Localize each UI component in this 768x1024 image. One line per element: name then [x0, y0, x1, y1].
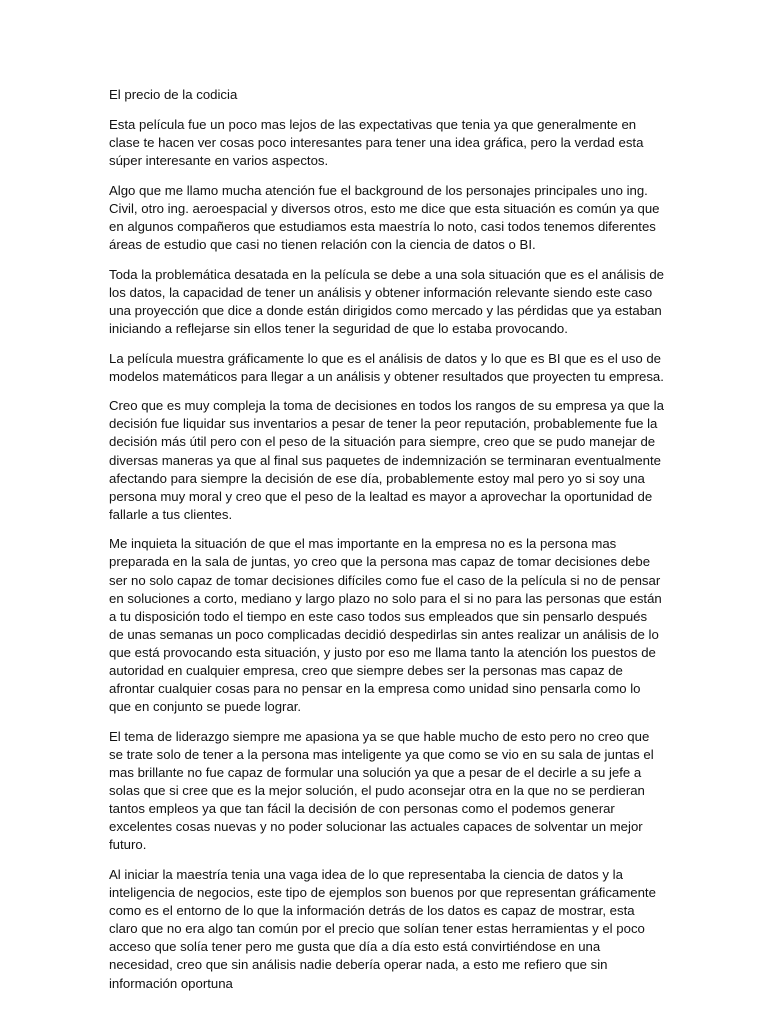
paragraph-1: Esta película fue un poco mas lejos de las expectativas que tenia ya que generalmente en clase te hacen ver cosas poco interesantes para tener una idea gráfica, pero la verdad esta súper interesante en varios aspectos.: [109, 117, 644, 169]
paragraph-7: El tema de liderazgo siempre me apasiona ya se que hable mucho de esto pero no creo que se trate solo de tener a la persona mas inteligente ya que como se vio en su sala de juntas el mas brillante no fue capaz de formular una solución ya que a pesar de el decirle a su jefe a solas que si cree que es la mejor solución, el pudo aconsejar otra en la que no se perdieran tantos empleos ya que tan fácil la decisión de con personas como el podemos generar excelentes cosas nuevas y no poder solucionar las actuales capaces de solventar un mejor futuro.: [109, 728, 654, 853]
paragraph-4: La película muestra gráficamente lo que es el análisis de datos y lo que es BI que es el uso de modelos matemáticos para llegar a un análisis y obtener resultados que proyecten tu empresa.: [109, 350, 664, 384]
paragraph-8: Al iniciar la maestría tenia una vaga idea de lo que representaba la ciencia de datos y la inteligencia de negocios, este tipo de ejemplos son buenos por que representan gráficamente como es el entorno de lo que la información detrás de los datos es capaz de mostrar, esta claro que no era algo tan común por el precio que solían tener estas herramientas y el poco acceso que solía tener pero me gusta que día a día esto está convirtiéndose en una necesidad, creo que sin análisis nadie debería operar nada, a esto me refiero que sin información oportuna: [109, 866, 656, 991]
paragraph-6: Me inquieta la situación de que el mas importante en la empresa no es la persona mas preparada en la sala de juntas, yo creo que la persona mas capaz de tomar decisiones debe ser no solo capaz de tomar decisiones difíciles como fue el caso de la película si no de pensar en soluciones a corto, mediano y largo plazo no solo para el si no para las personas que están a tu disposición todo el tiempo en este caso todos sus empleados que sin pensarlo después de unas semanas un poco complicadas decidió despedirlas sin antes realizar un análisis de lo que está provocando esta situación, y justo por eso me llama tanto la atención los puestos de autoridad en cualquier empresa, creo que siempre debes ser la personas mas capaz de afrontar cualquier cosas para no pensar en la empresa como unidad sino pensarla como lo que en conjunto se puede lograr.: [109, 536, 662, 715]
document-title: El precio de la codicia: [109, 87, 238, 102]
paragraph-5: Creo que es muy compleja la toma de decisiones en todos los rangos de su empresa ya que la decisión fue liquidar sus inventarios a pesar de tener la peor reputación, probablemente fue la decisión más útil pero con el peso de la situación para siempre, creo que se pudo manejar de diversas maneras ya que al final sus paquetes de indemnización se terminaran eventualmente afectando para siempre la decisión de ese día, probablemente estoy mal pero yo si soy una persona muy moral y creo que el peso de la lealtad es mayor a aprovechar la oportunidad de fallarle a tus clientes.: [109, 398, 664, 522]
paragraph-3: Toda la problemática desatada en la película se debe a una sola situación que es el análisis de los datos, la capacidad de tener un análisis y obtener información relevante siendo este caso una proyección que dice a donde están dirigidos como mercado y las pérdidas que ya estaban iniciando a reflejarse sin ellos tener la seguridad de que lo estaba provocando.: [109, 266, 664, 336]
paragraph-2: Algo que me llamo mucha atención fue el background de los personajes principales uno ing. Civil, otro ing. aeroespacial y diversos otros, esto me dice que esta situación es común ya que en algunos compañeros que estudiamos esta maestría lo noto, casi todos tenemos diferentes áreas de estudio que casi no tienen relación con la ciencia de datos o BI.: [109, 182, 660, 253]
